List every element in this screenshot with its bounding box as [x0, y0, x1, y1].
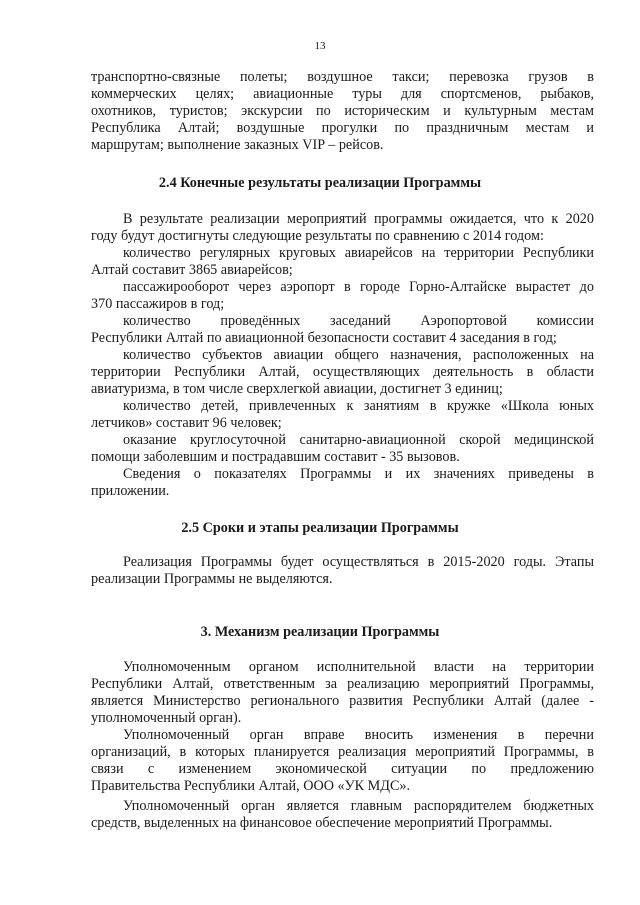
- text-line: реализации Программы не выделяются.: [91, 571, 333, 587]
- text-line: Уполномоченный орган является главным распорядителем бюджетных: [123, 798, 594, 814]
- text-line: Республики Алтай, ответственным за реализацию мероприятий Программы,: [91, 676, 594, 692]
- text-line: Республики Алтай по авиационной безопасности составит 4 заседания в год;: [91, 330, 557, 346]
- section-heading-3: 3. Механизм реализации Программы: [200, 624, 440, 640]
- text-line: количество субъектов авиации общего назначения, расположенных на: [123, 347, 594, 363]
- section-heading-2-5: 2.5 Сроки и этапы реализации Программы: [181, 520, 459, 536]
- text-line: количество регулярных круговых авиарейсов на территории Республики: [123, 245, 594, 261]
- text-line: средств, выделенных на финансовое обеспечение мероприятий Программы.: [91, 815, 553, 831]
- text-line: транспортно-связные полеты; воздушное такси; перевозка грузов в: [91, 69, 594, 85]
- text-line: организаций, в которых планируется реализация мероприятий Программы, в: [91, 744, 594, 760]
- text-line: оказание круглосуточной санитарно-авиационной скорой медицинской: [123, 432, 594, 448]
- text-line: количество детей, привлеченных к занятиям в кружке «Школа юных: [123, 398, 594, 414]
- text-line: территории Республики Алтай, осуществляющих деятельность в области: [91, 364, 594, 380]
- text-line: Уполномоченный орган вправе вносить изменения в перечни: [123, 727, 594, 743]
- text-line: является Министерство регионального развития Республики Алтай (далее -: [91, 693, 594, 709]
- text-line: связи с изменением экономической ситуации по предложению: [91, 761, 594, 777]
- text-line: Реализация Программы будет осуществляться в 2015-2020 годы. Этапы: [123, 554, 594, 570]
- text-line: помощи заболевшим и пострадавшим составит - 35 вызовов.: [91, 449, 460, 465]
- text-line: Республика Алтай; воздушные прогулки по праздничным местам и: [91, 120, 594, 136]
- text-line: пассажирооборот через аэропорт в городе Горно-Алтайске вырастет до: [123, 279, 594, 295]
- text-line: приложении.: [91, 483, 170, 499]
- text-line: количество проведённых заседаний Аэропортовой комиссии: [123, 313, 594, 329]
- text-line: летчиков» составит 96 человек;: [91, 415, 282, 431]
- text-line: охотников, туристов; экскурсии по историческим и культурным местам: [91, 103, 594, 119]
- text-line: маршрутам; выполнение заказных VIP – рейсов.: [91, 137, 384, 153]
- text-line: коммерческих целях; авиационные туры для спортсменов, рыбаков,: [91, 86, 594, 102]
- section-heading-2-4: 2.4 Конечные результаты реализации Программы: [158, 175, 482, 191]
- text-line: Алтай составит 3865 авиарейсов;: [91, 262, 293, 278]
- text-line: Уполномоченным органом исполнительной власти на территории: [123, 659, 594, 675]
- text-line: 370 пассажиров в год;: [91, 296, 225, 312]
- text-line: уполномоченный орган).: [91, 710, 242, 726]
- text-line: году будут достигнуты следующие результаты по сравнению с 2014 годом:: [91, 228, 544, 244]
- page-number: 13: [314, 40, 326, 52]
- text-line: В результате реализации мероприятий программы ожидается, что к 2020: [123, 211, 594, 227]
- text-line: авиатуризма, в том числе сверхлегкой авиации, достигнет 3 единиц;: [91, 381, 503, 397]
- text-line: Сведения о показателях Программы и их значениях приведены в: [123, 466, 594, 482]
- text-line: Правительства Республики Алтай, ООО «УК МДС».: [91, 778, 411, 794]
